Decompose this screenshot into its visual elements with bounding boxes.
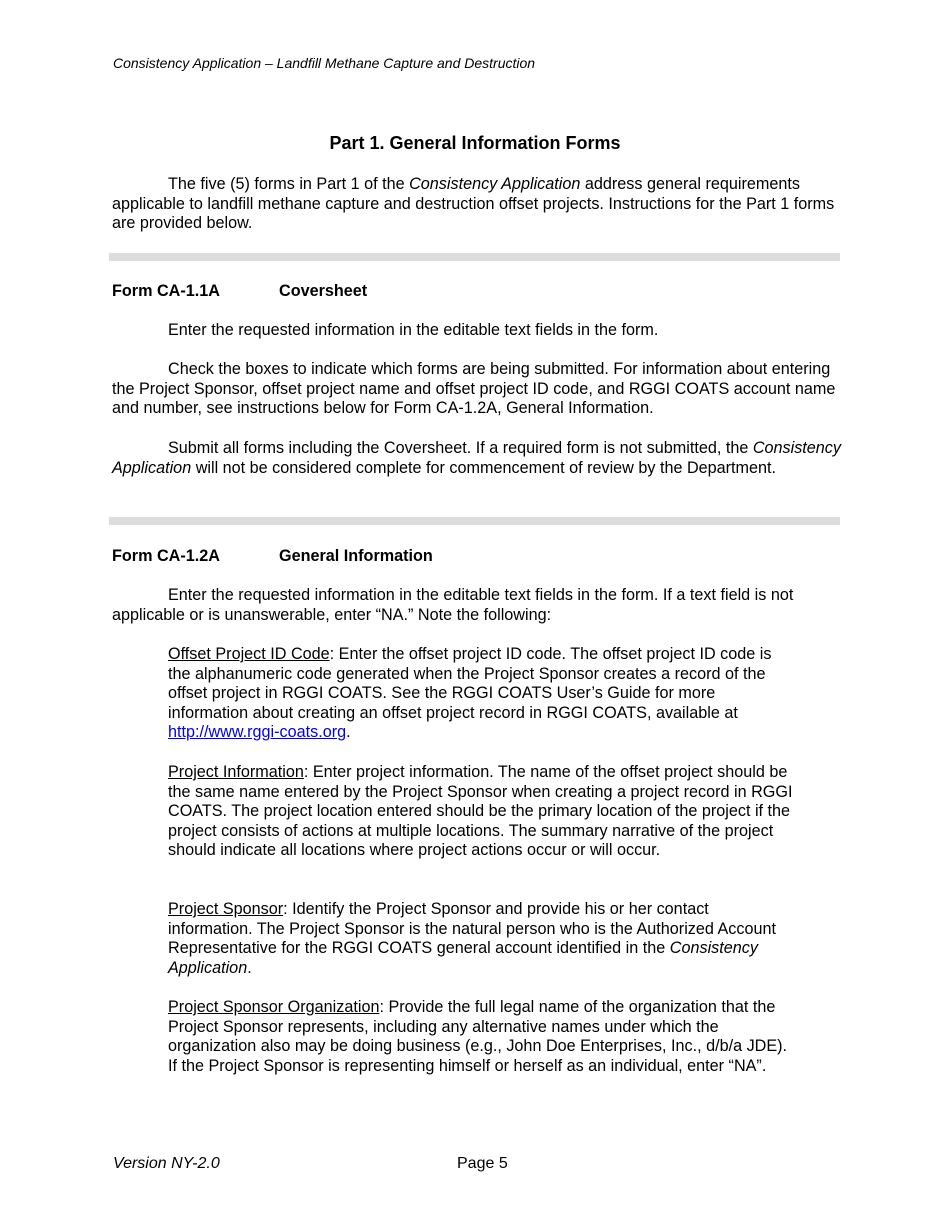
form-title: General Information <box>279 547 433 565</box>
form-code: Form CA-1.2A <box>112 547 220 565</box>
coversheet-paragraph-2: Check the boxes to indicate which forms are being submitted. For information about entering the Project Sponsor, offset project name and offset project ID code, and RGGI COATS account name and number, see instructions below for Form CA-1.2A, General Information. <box>112 360 836 418</box>
form-title: Coversheet <box>279 282 368 300</box>
emphasis: Consistency Application <box>409 175 581 193</box>
form-heading-coversheet <box>112 282 367 301</box>
note-offset-project-id-code: Offset Project ID Code: Enter the offset project ID code. The offset project ID code is the alphanumeric code generated when the Project Sponsor creates a record of the offset project in RGGI COATS. See the RGGI COATS User’s Guide for more information about creating an offset project record in RGGI COATS, available at http://www.rggi-coats.org. <box>168 645 772 742</box>
note-project-sponsor-organization: Project Sponsor Organization: Provide the full legal name of the organization that the Project Sponsor represents, including any alternative names under which the organization also may be doing business (e.g., John Doe Enterprises, Inc., d/b/a JDE). If the Project Sponsor is representing himself or herself as an individual, enter “NA”. <box>168 998 788 1075</box>
note-term: Project Sponsor Organization <box>168 998 380 1016</box>
note-term: Project Information <box>168 763 304 781</box>
part-title: Part 1. General Information Forms <box>329 133 621 153</box>
emphasis: Consistency Application <box>168 939 758 977</box>
general-information-paragraph: Enter the requested information in the editable text fields in the form. If a text field is not applicable or is unanswerable, enter “NA.” Note the following: <box>112 586 794 624</box>
footer-page-number: Page 5 <box>457 1155 508 1172</box>
form-code: Form CA-1.1A <box>112 282 220 300</box>
section-divider <box>109 517 840 525</box>
section-divider <box>109 253 840 261</box>
note-term: Offset Project ID Code <box>168 645 330 663</box>
running-header: Consistency Application – Landfill Methane Capture and Destruction <box>113 55 536 71</box>
rggi-coats-link[interactable]: http://www.rggi-coats.org <box>168 723 347 742</box>
coversheet-paragraph-3: Submit all forms including the Coversheet. If a required form is not submitted, the Consistency Application will not be considered complete for commencement of review by the Department. <box>112 439 841 477</box>
note-project-information: Project Information: Enter project information. The name of the offset project should be the same name entered by the Project Sponsor when creating a project record in RGGI COATS. The project location entered should be the primary location of the project if the project consists of actions at multiple locations. The summary narrative of the project should indicate all locations where project actions occur or will occur. <box>168 763 793 860</box>
note-project-sponsor: Project Sponsor: Identify the Project Sponsor and provide his or her contact information. The Project Sponsor is the natural person who is the Authorized Account Representative for the RGGI COATS general account identified in the Consistency Application. <box>168 900 776 977</box>
part-intro: The five (5) forms in Part 1 of the Consistency Application address general requirements applicable to landfill methane capture and destruction offset projects. Instructions for the Part 1 forms are provided below. <box>112 175 835 233</box>
form-heading-general-information <box>112 547 433 566</box>
note-term: Project Sponsor <box>168 900 284 918</box>
emphasis: Consistency Application <box>112 439 841 477</box>
footer-version: Version NY-2.0 <box>113 1155 220 1172</box>
coversheet-paragraph-1: Enter the requested information in the editable text fields in the form. <box>168 321 659 339</box>
